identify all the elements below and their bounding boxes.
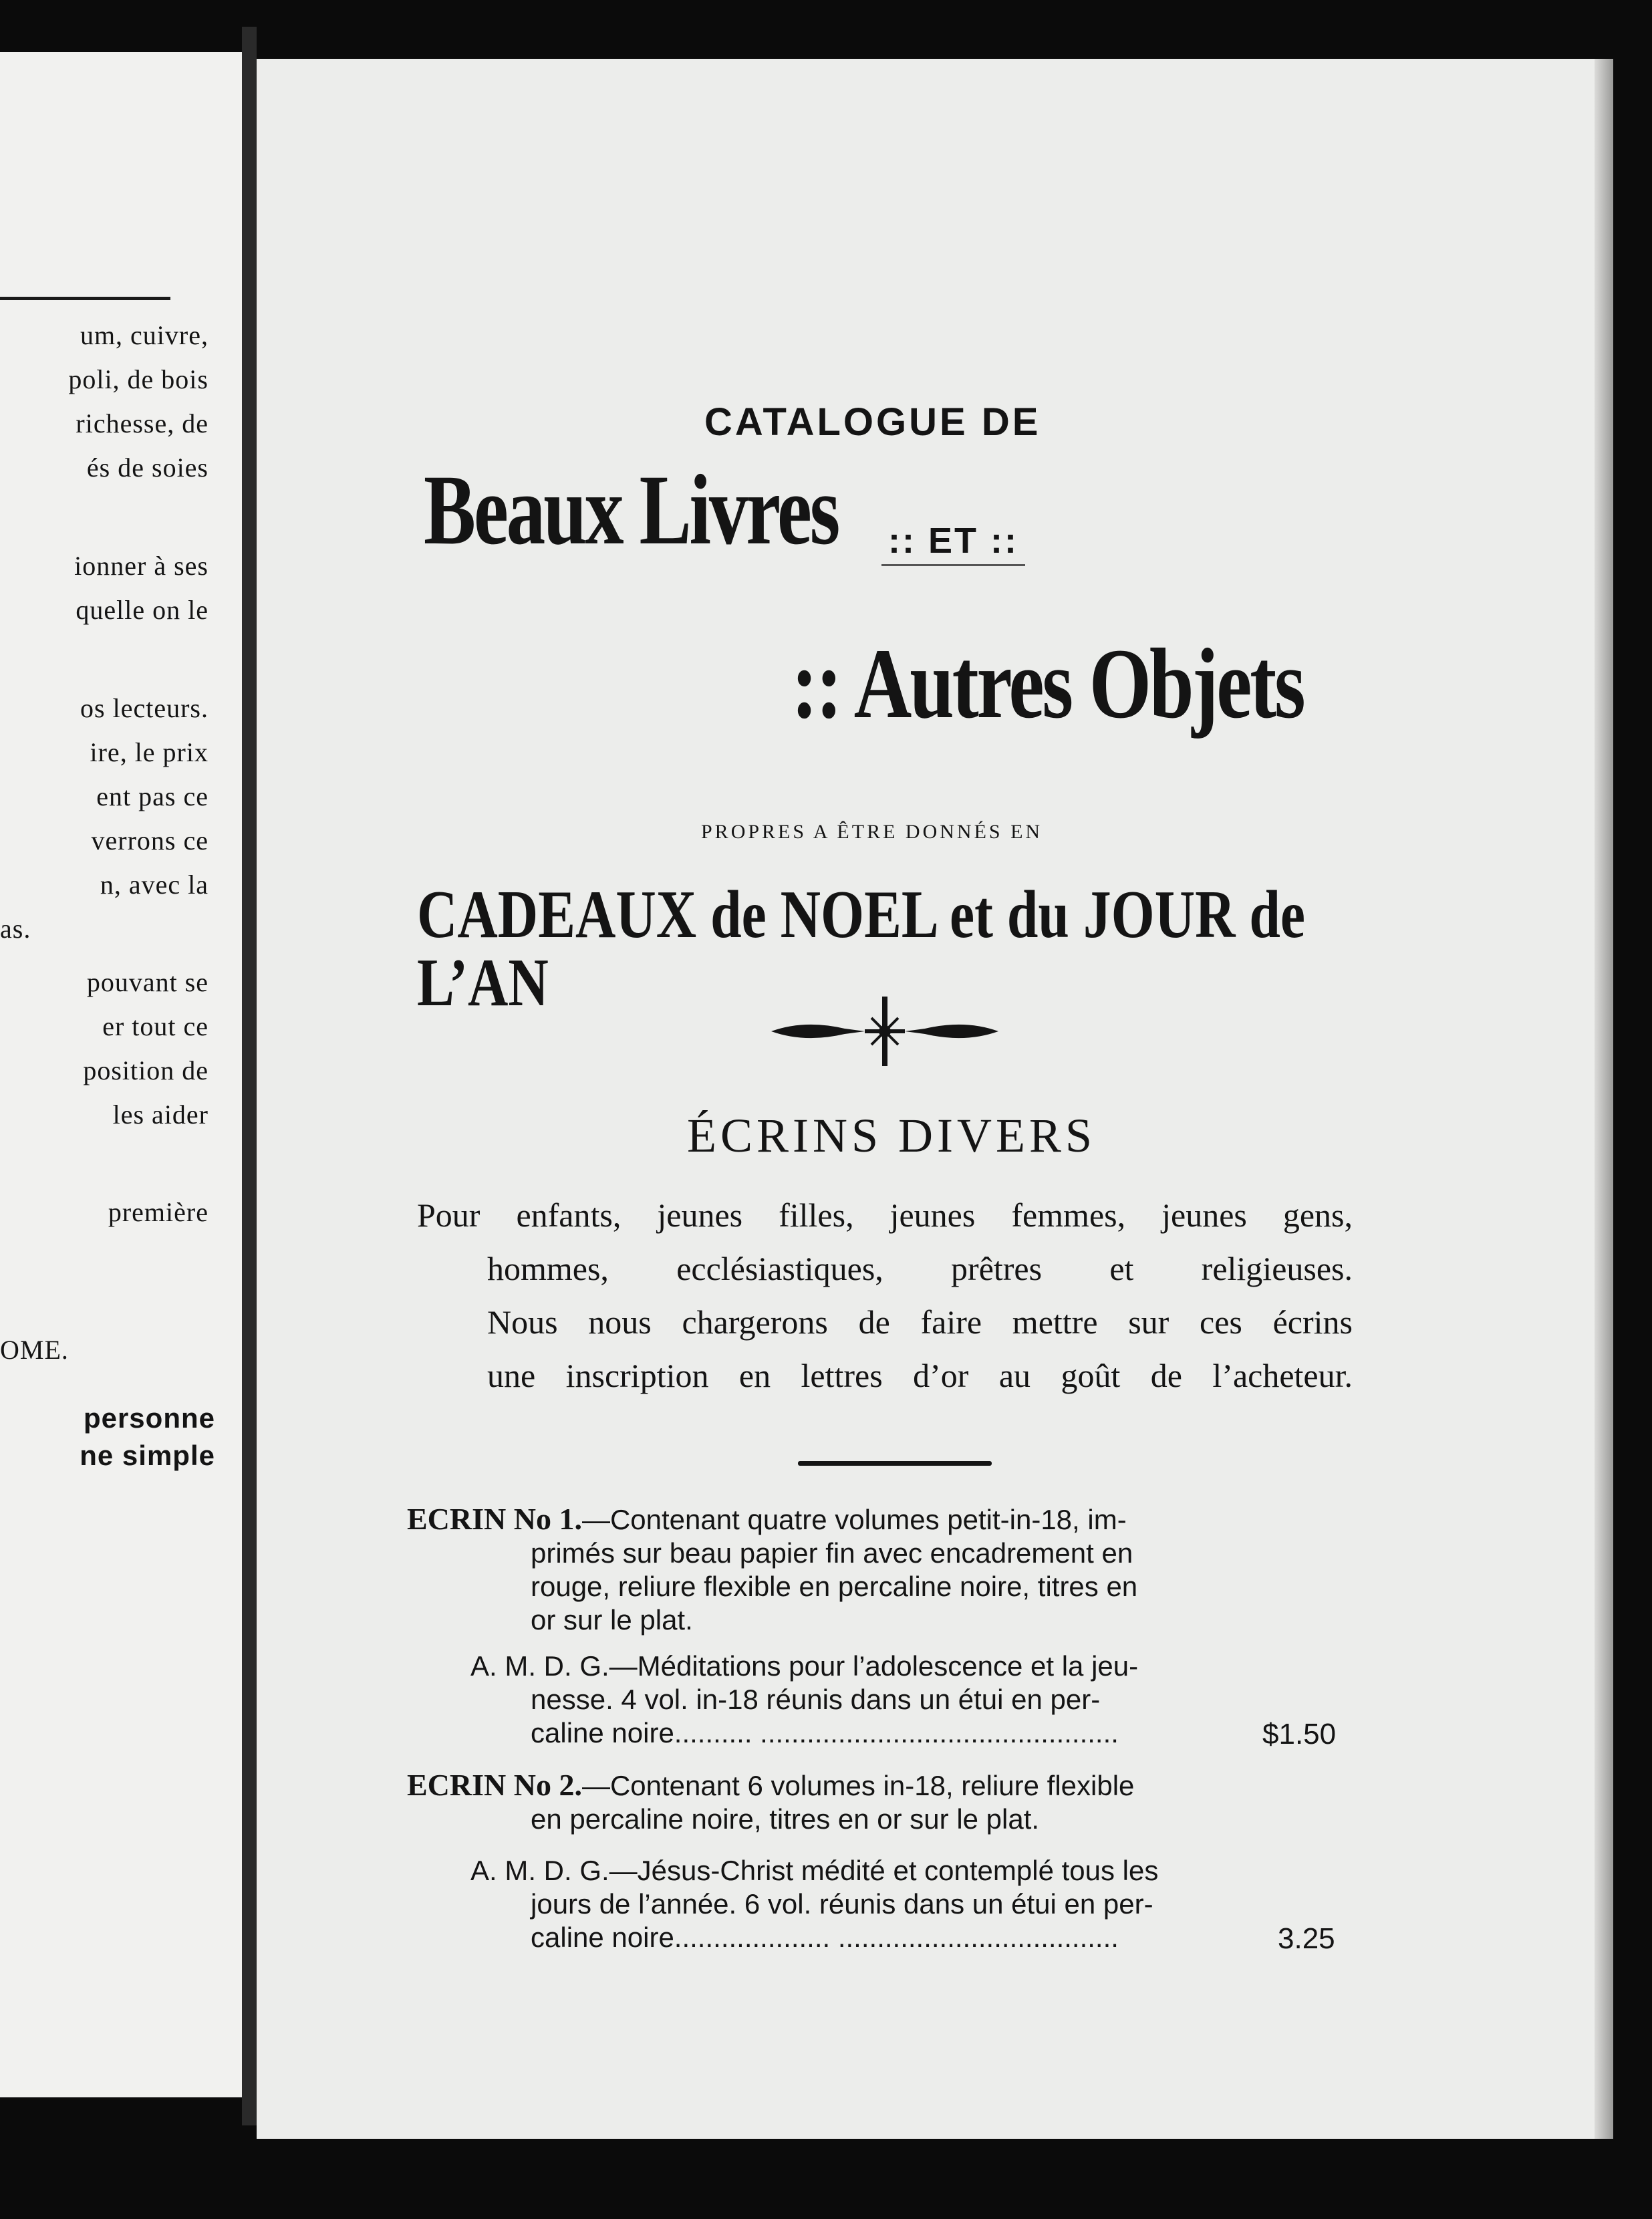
left-page-rule xyxy=(0,297,170,300)
entry-lead: ECRIN No 1. xyxy=(407,1502,582,1536)
entry-line: or sur le plat. xyxy=(531,1604,693,1636)
item-line: nesse. 4 vol. in-18 réunis dans un étui en per- xyxy=(531,1684,1101,1715)
item-line: A. M. D. G.—Jésus-Christ médité et contemplé tous les xyxy=(470,1855,1159,1886)
item-line: A. M. D. G.—Méditations pour l’adolescence et la jeu- xyxy=(470,1650,1139,1682)
entry-line: —Contenant quatre volumes petit-in-18, im- xyxy=(581,1504,1127,1535)
intro-line: une inscription en lettres d’or au goût de l’acheteur. xyxy=(487,1357,1353,1394)
entry-line: en percaline noire, titres en or sur le plat. xyxy=(531,1803,1040,1835)
left-text-line: ionner à ses xyxy=(74,551,209,581)
left-text-line: ne simple xyxy=(80,1440,215,1471)
title-autres-objets: :: Autres Objets xyxy=(791,628,1304,739)
book-spine xyxy=(242,27,257,2125)
left-text-line: richesse, de xyxy=(76,408,209,438)
left-text-line: as. xyxy=(0,914,31,944)
left-text-line: verrons ce xyxy=(91,825,209,856)
catalogue-page xyxy=(257,59,1613,2139)
entry-item xyxy=(470,1854,1339,1954)
entry-line: —Contenant 6 volumes in-18, reliure flexible xyxy=(581,1770,1135,1801)
left-text-line: n, avec la xyxy=(100,870,209,900)
left-text-line: personne xyxy=(83,1402,215,1434)
ornament-icon xyxy=(765,991,1005,1071)
left-text-line: quelle on le xyxy=(76,595,209,625)
item-line: caline noire.......... .............................................. xyxy=(531,1717,1119,1748)
title-cadeaux: CADEAUX de NOEL et du JOUR de L’AN xyxy=(417,877,1306,1021)
left-text-line: um, cuivre, xyxy=(80,320,209,350)
left-page-fragment xyxy=(0,52,245,2097)
left-text-line: pouvant se xyxy=(86,967,209,997)
intro-line: Nous nous chargerons de faire mettre sur ces écrins xyxy=(487,1303,1353,1341)
left-text-line: és de soies xyxy=(86,452,209,483)
left-text-line: er tout ce xyxy=(102,1011,209,1041)
entry-line: rouge, reliure flexible en percaline noire, titres en xyxy=(531,1571,1138,1602)
item-line: jours de l’année. 6 vol. réunis dans un étui en per- xyxy=(531,1888,1153,1920)
left-text-line: OME. xyxy=(0,1335,69,1365)
item-line: caline noire.................... .................................... xyxy=(531,1922,1119,1953)
entry-lead: ECRIN No 2. xyxy=(407,1768,582,1802)
left-text-line: poli, de bois xyxy=(68,364,209,394)
left-text-line: les aider xyxy=(112,1099,209,1130)
catalogue-entry xyxy=(407,1769,1349,1836)
left-text-line: position de xyxy=(83,1055,209,1085)
left-text-line: première xyxy=(108,1197,209,1227)
entry-item xyxy=(470,1650,1339,1750)
section-title: ÉCRINS DIVERS xyxy=(686,1109,1097,1162)
title-beaux-livres: Beaux Livres xyxy=(424,454,839,565)
subtitle-propres: PROPRES A ÊTRE DONNÉS EN xyxy=(701,821,1043,843)
intro-line: Pour enfants, jeunes filles, jeunes femmes, jeunes gens, xyxy=(417,1196,1353,1234)
section-divider xyxy=(798,1461,992,1466)
catalogue-entry xyxy=(407,1503,1349,1637)
section-intro xyxy=(417,1188,1353,1402)
title-et: :: ET :: xyxy=(881,520,1025,566)
intro-line: hommes, ecclésiastiques, prêtres et religieuses. xyxy=(487,1250,1353,1287)
entry-line: primés sur beau papier fin avec encadrement en xyxy=(531,1537,1133,1569)
left-text-line: ent pas ce xyxy=(96,781,209,811)
left-text-line: ire, le prix xyxy=(90,737,209,767)
catalogue-heading: CATALOGUE DE xyxy=(704,400,1041,444)
entry-price: 3.25 xyxy=(1278,1922,1335,1955)
left-text-line: os lecteurs. xyxy=(80,693,209,723)
entry-price: $1.50 xyxy=(1262,1718,1337,1750)
